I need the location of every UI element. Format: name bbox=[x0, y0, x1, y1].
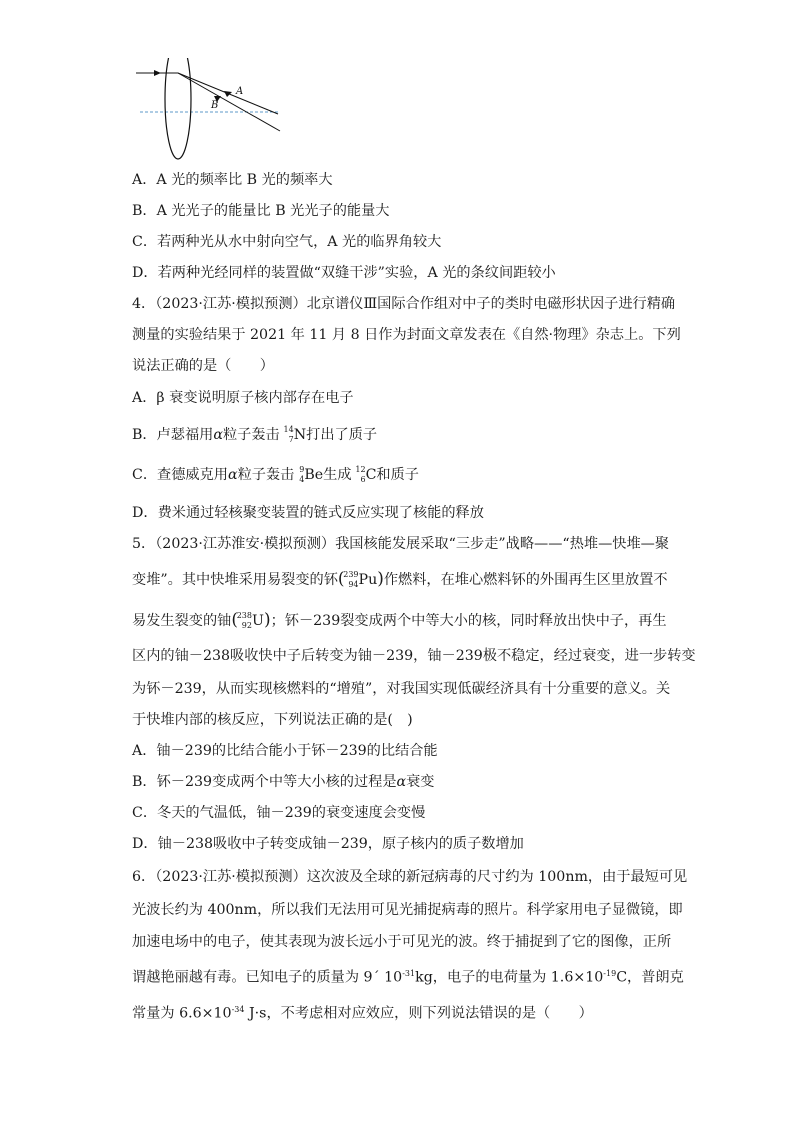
q5-b-prefix: B．钚－239变成两个中等大小核的过程是 bbox=[132, 774, 397, 790]
element-symbol: Be bbox=[304, 467, 324, 483]
q5-line3-prefix: 易发生裂变的铀 bbox=[132, 613, 232, 629]
q4-c-suffix: 和质子 bbox=[376, 467, 419, 483]
uranium-nuclide bbox=[238, 611, 252, 631]
q4-b-mid: 粒子轰击 bbox=[222, 427, 280, 443]
exponent: -31 bbox=[402, 969, 416, 978]
element-symbol: U bbox=[251, 613, 264, 629]
mass-number: 9 bbox=[299, 465, 305, 474]
q4-c-prefix: C．查德威克用 bbox=[132, 467, 228, 483]
q5-line2-suffix: 作燃料，在堆心燃料钚的外围再生区里放置不 bbox=[383, 572, 668, 588]
q5-stem-line1: 5．（2023·江苏淮安·模拟预测）我国核能发展采取“三步走”战略——“热堆—快堆—聚 bbox=[132, 536, 670, 552]
q6-stem-line5 bbox=[132, 1000, 593, 1024]
plutonium-nuclide bbox=[345, 570, 359, 590]
q3-option-a: A．A 光的频率比 B 光的频率大 bbox=[132, 172, 333, 188]
element-symbol: Pu bbox=[358, 572, 378, 588]
mass-number: 14 bbox=[283, 425, 294, 434]
q5-b-suffix: 衰变 bbox=[406, 774, 435, 790]
q6-line4-mid: kg，电子的电荷量为 1.6×10 bbox=[415, 969, 604, 986]
element-symbol: N bbox=[293, 427, 307, 443]
q6-line5-suffix: J·s，不考虑相对应效应，则下列说法错误的是（ ） bbox=[244, 1005, 593, 1022]
beryllium-nuclide bbox=[294, 465, 304, 485]
atomic-number: 4 bbox=[299, 475, 305, 484]
atomic-number: 6 bbox=[360, 475, 366, 484]
q6-stem-line4 bbox=[132, 964, 684, 988]
q6-stem-line2: 光波长约为 400nm，所以我们无法用可见光捕捉病毒的照片。科学家用电子显微镜，即 bbox=[132, 902, 683, 918]
q4-stem-line2: 测量的实验结果于 2021 年 11 月 8 日作为封面文章发表在《自然·物理》杂志上。下列 bbox=[132, 327, 681, 343]
q3-option-c: C．若两种光从水中射向空气，A 光的临界角较大 bbox=[132, 234, 442, 250]
incident-arrow-head bbox=[154, 70, 161, 76]
q4-c-mid: 粒子轰击 bbox=[237, 467, 295, 483]
element-symbol: C bbox=[365, 467, 377, 483]
exponent: -34 bbox=[231, 1005, 245, 1014]
mass-number: 239 bbox=[343, 570, 359, 579]
q5-option-a: A．铀－239的比结合能小于钚－239的比结合能 bbox=[132, 743, 438, 759]
lens-ray-diagram bbox=[118, 58, 298, 168]
q4-option-a: A．β 衰变说明原子核内部存在电子 bbox=[132, 390, 354, 406]
q6-stem-line1: 6．（2023·江苏·模拟预测）这次波及全球的新冠病毒的尺寸约为 100nm，由于最短可见 bbox=[132, 869, 688, 885]
q3-option-b: B．A 光光子的能量比 B 光光子的能量大 bbox=[132, 203, 390, 219]
q3-option-d: D．若两种光经同样的装置做“双缝干涉”实验，A 光的条纹间距较小 bbox=[132, 265, 556, 281]
alpha-symbol: α bbox=[227, 467, 238, 483]
q5-option-b bbox=[132, 772, 435, 792]
q4-option-d: D．费米通过轻核聚变装置的链式反应实现了核能的释放 bbox=[132, 505, 484, 521]
q5-stem-line5: 为钚－239，从而实现核燃料的“增殖”，对我国实现低碳经济具有十分重要的意义。关 bbox=[132, 681, 671, 697]
q5-option-d: D．铀－238吸收中子转变成铀－239，原子核内的质子数增加 bbox=[132, 836, 524, 852]
q5-stem-line3: 易发生裂变的铀( 238 92 U)；钚－239裂变成两个中等大小的核，同时释放出快中子，再生 bbox=[132, 610, 667, 630]
q4-stem-line1: 4．（2023·江苏·模拟预测）北京谱仪Ⅲ国际合作组对中子的类时电磁形状因子进行精确 bbox=[132, 296, 676, 312]
ray-B bbox=[178, 73, 280, 131]
nitrogen-nuclide bbox=[280, 425, 294, 445]
q5-stem-line2: 变堆”。其中快堆采用易裂变的钚( 239 94 Pu)作燃料，在堆心燃料钚的外围再生区里放置不 bbox=[132, 569, 668, 589]
atomic-number: 92 bbox=[241, 621, 252, 630]
exponent: -19 bbox=[603, 969, 617, 978]
q5-line2-prefix: 变堆”。其中快堆采用易裂变的钚 bbox=[132, 572, 338, 588]
label-B: B bbox=[211, 100, 219, 111]
mass-number: 238 bbox=[236, 611, 252, 620]
atomic-number: 7 bbox=[288, 435, 294, 444]
q5-option-c: C．冬天的气温低，铀－239的衰变速度会变慢 bbox=[132, 805, 426, 821]
q6-line4-prefix: 谓越艳丽越有毒。已知电子的质量为 9´ 10 bbox=[132, 969, 403, 986]
q4-option-c bbox=[132, 465, 419, 485]
q6-line5-prefix: 常量为 6.6×10 bbox=[132, 1005, 232, 1022]
label-A: A bbox=[236, 86, 244, 97]
atomic-number: 94 bbox=[348, 580, 359, 589]
q4-option-b bbox=[132, 425, 377, 445]
q4-c-mid2: 生成 bbox=[323, 467, 352, 483]
q5-line3-suffix: ；钚－239裂变成两个中等大小的核，同时释放出快中子，再生 bbox=[270, 613, 667, 629]
alpha-symbol: α bbox=[213, 427, 223, 443]
q4-stem-line3: 说法正确的是（ ） bbox=[132, 358, 274, 374]
ray-A-arrow-head bbox=[224, 91, 232, 97]
carbon-nuclide bbox=[352, 465, 366, 485]
q5-stem-line6: 于快堆内部的核反应，下列说法正确的是( ) bbox=[132, 712, 413, 728]
q6-stem-line3: 加速电场中的电子，使其表现为波长远小于可见光的波。终于捕捉到了它的图像，正所 bbox=[132, 934, 672, 950]
q4-b-suffix: 打出了质子 bbox=[306, 427, 378, 443]
q5-stem-line4: 区内的铀－238吸收快中子后转变为铀－239，铀－239极不稳定，经过衰变，进一步转变 bbox=[132, 648, 696, 664]
mass-number: 12 bbox=[355, 465, 366, 474]
q4-b-prefix: B．卢瑟福用 bbox=[132, 427, 214, 443]
alpha-symbol: α bbox=[396, 774, 407, 790]
q6-line4-suffix: C，普朗克 bbox=[616, 969, 684, 986]
